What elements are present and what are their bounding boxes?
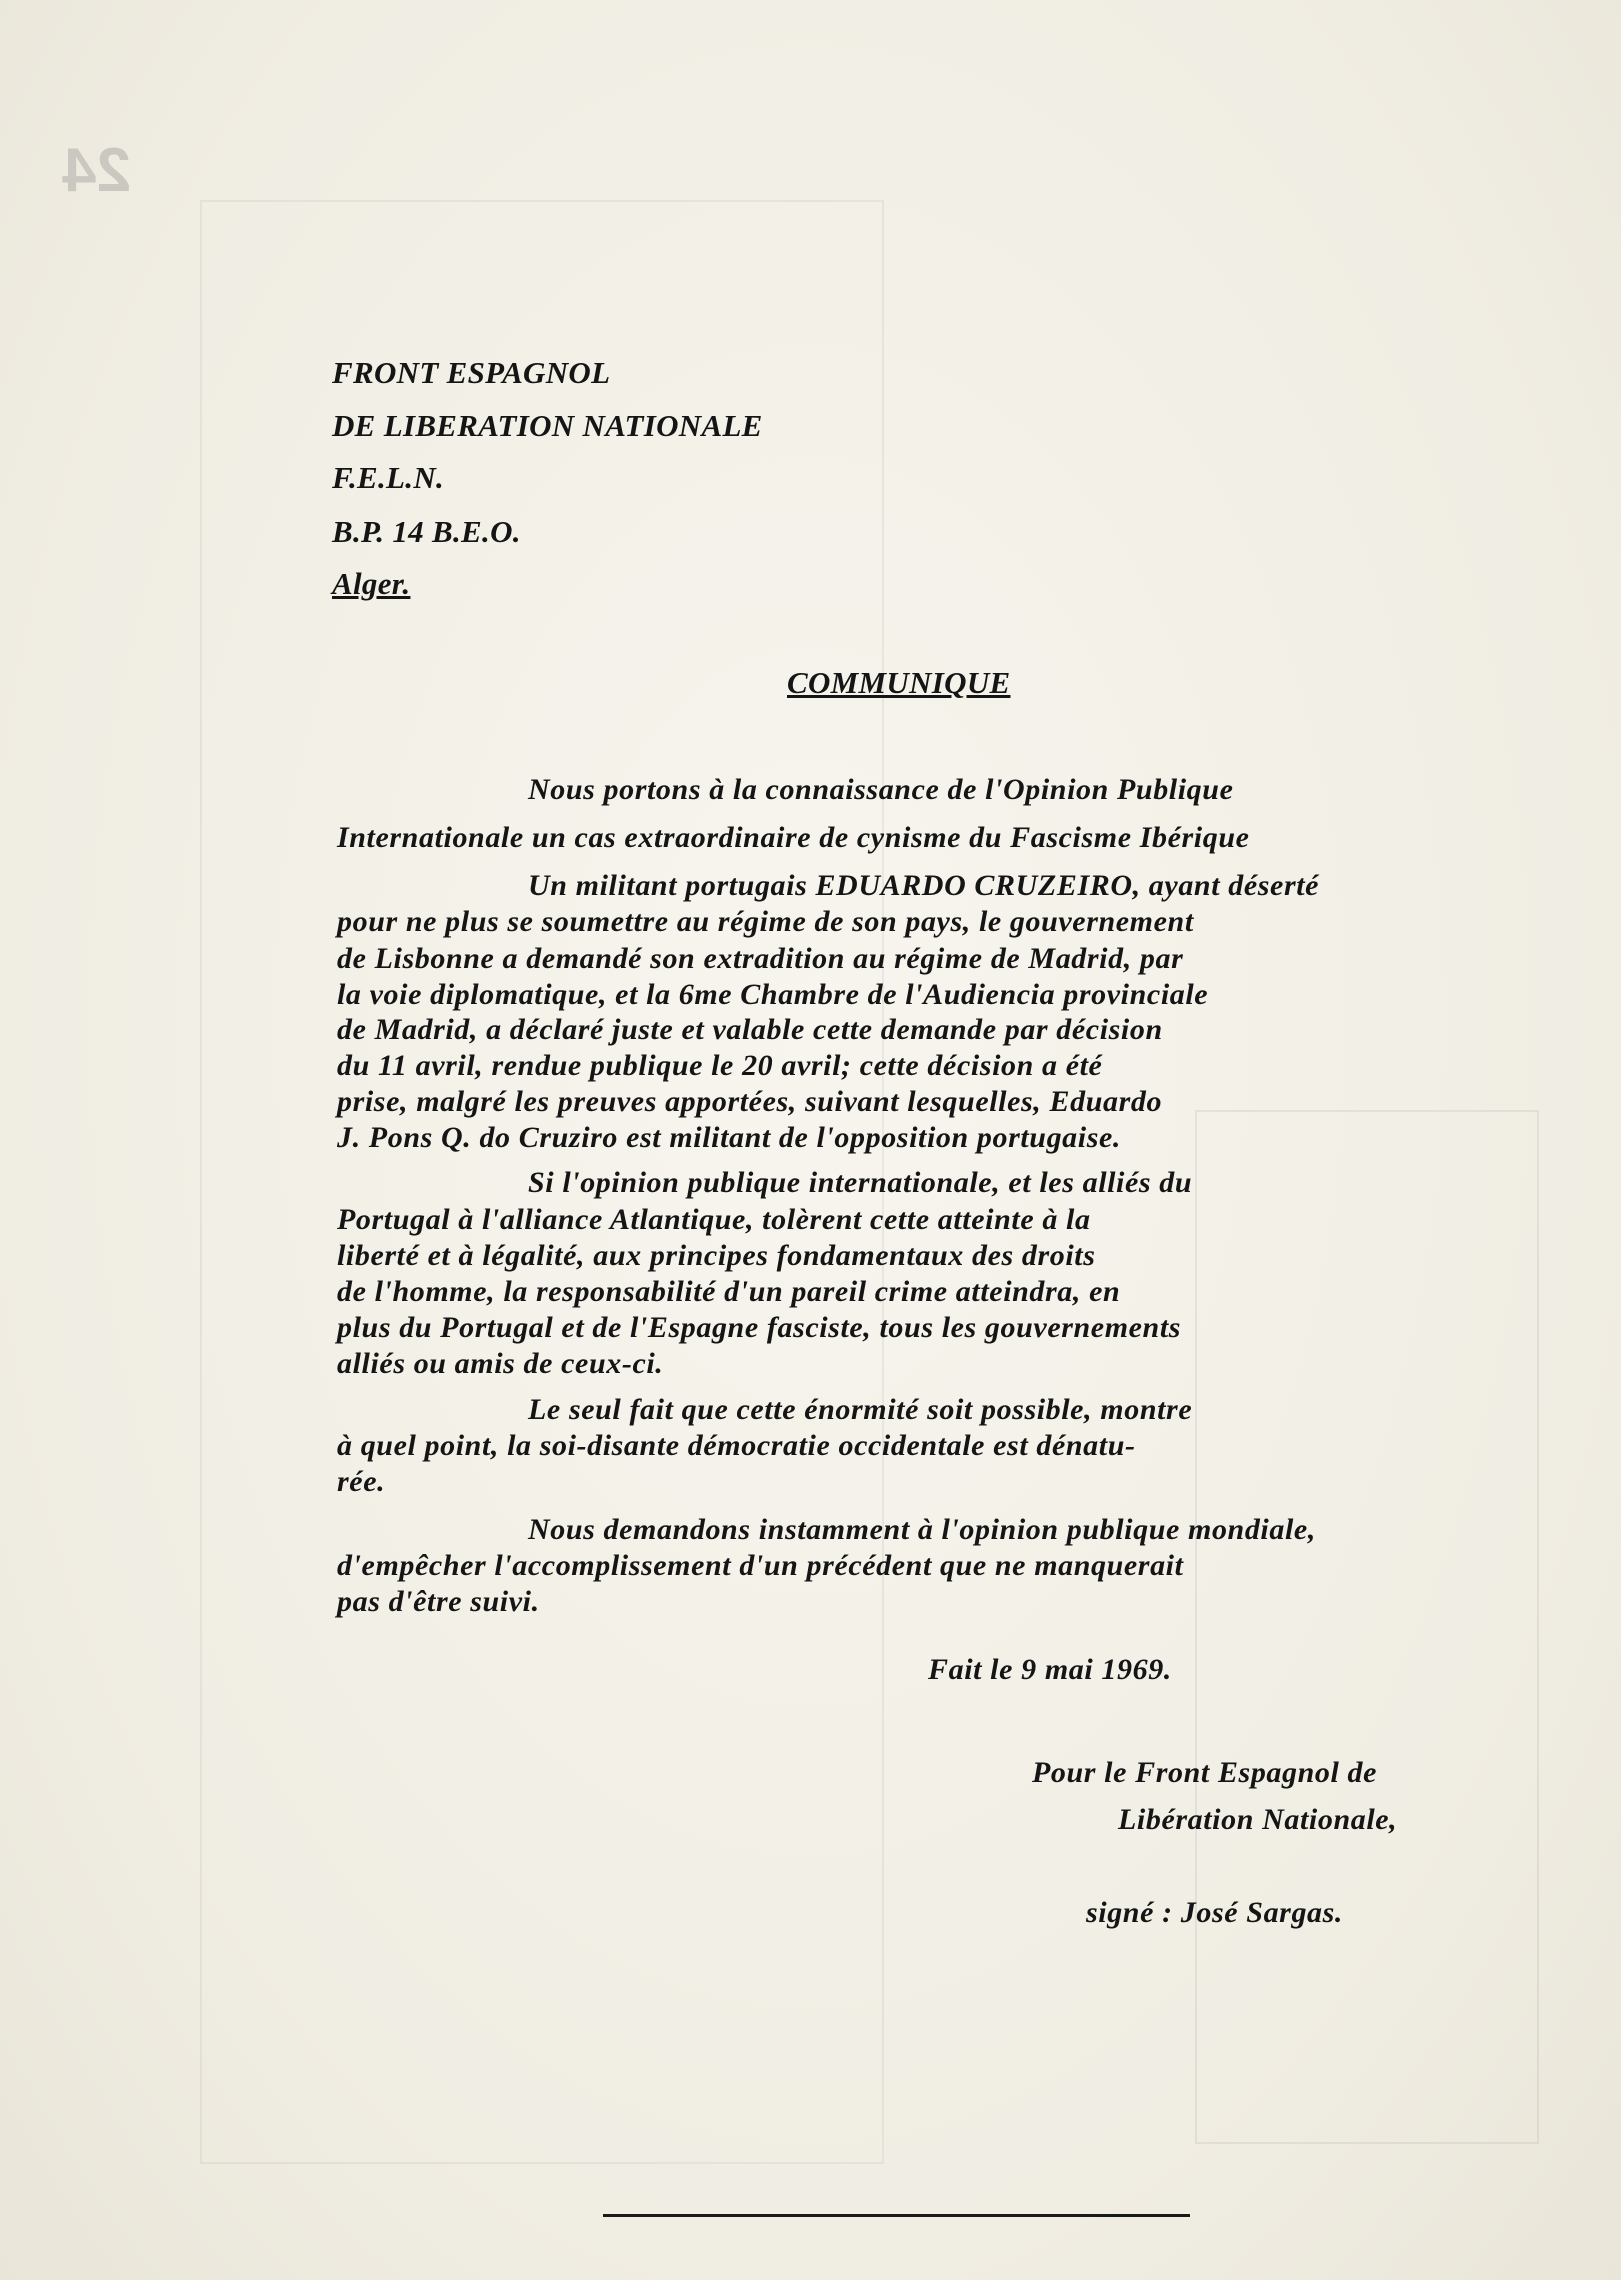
header-org-line-2: DE LIBERATION NATIONALE: [332, 408, 763, 443]
paragraph-3-line-5: plus du Portugal et de l'Espagne fasciste, tous les gouvernements: [337, 1311, 1182, 1344]
closing-line-2: Libération Nationale,: [1118, 1803, 1398, 1836]
closing-line-1: Pour le Front Espagnol de: [1032, 1756, 1378, 1789]
header-abbreviation: F.E.L.N.: [332, 460, 445, 495]
paragraph-3-line-1: Si l'opinion publique internationale, et les alliés du: [528, 1166, 1193, 1199]
bleed-through-column: [1195, 1110, 1539, 2144]
paragraph-2-line-2: pour ne plus se soumettre au régime de son pays, le gouvernement: [337, 905, 1194, 938]
paragraph-1-line-1: Nous portons à la connaissance de l'Opinion Publique: [528, 773, 1234, 806]
paragraph-3-line-3: liberté et à légalité, aux principes fondamentaux des droits: [337, 1239, 1096, 1272]
paragraph-3-line-2: Portugal à l'alliance Atlantique, tolèrent cette atteinte à la: [337, 1203, 1091, 1236]
paragraph-2-line-1: Un militant portugais EDUARDO CRUZEIRO, ayant déserté: [528, 869, 1320, 902]
header-org-line-1: FRONT ESPAGNOL: [332, 355, 611, 390]
bleed-through-page-number: 24: [62, 136, 131, 205]
paragraph-2-line-3: de Lisbonne a demandé son extradition au régime de Madrid, par: [337, 942, 1184, 975]
paragraph-1-line-2: Internationale un cas extraordinaire de cynisme du Fascisme Ibérique: [337, 821, 1250, 854]
document-title: COMMUNIQUE: [787, 665, 1011, 700]
paragraph-3-line-4: de l'homme, la responsabilité d'un pareil crime atteindra, en: [337, 1275, 1121, 1308]
header-city: Alger.: [332, 566, 411, 601]
paragraph-4-line-2: à quel point, la soi-disante démocratie occidentale est dénatu-: [337, 1429, 1136, 1462]
paragraph-2-line-8: J. Pons Q. do Cruziro est militant de l'opposition portugaise.: [337, 1121, 1121, 1154]
paragraph-5-line-1: Nous demandons instamment à l'opinion publique mondiale,: [528, 1513, 1316, 1546]
paragraph-2-line-7: prise, malgré les preuves apportées, suivant lesquelles, Eduardo: [337, 1085, 1163, 1118]
paragraph-3-line-6: alliés ou amis de ceux-ci.: [337, 1347, 664, 1380]
bottom-divider: [603, 2214, 1190, 2217]
paragraph-5-line-2: d'empêcher l'accomplissement d'un précédent que ne manquerait: [337, 1549, 1184, 1582]
signature-line: signé : José Sargas.: [1086, 1896, 1344, 1929]
paragraph-2-line-4: la voie diplomatique, et la 6me Chambre de l'Audiencia provinciale: [337, 978, 1209, 1011]
paragraph-2-line-5: de Madrid, a déclaré juste et valable cette demande par décision: [337, 1013, 1163, 1046]
paragraph-2-line-6: du 11 avril, rendue publique le 20 avril; cette décision a été: [337, 1049, 1103, 1082]
date-line: Fait le 9 mai 1969.: [928, 1653, 1172, 1686]
paragraph-5-line-3: pas d'être suivi.: [337, 1585, 540, 1618]
paragraph-4-line-3: rée.: [337, 1465, 386, 1498]
paragraph-4-line-1: Le seul fait que cette énormité soit possible, montre: [528, 1393, 1193, 1426]
header-postal-box: B.P. 14 B.E.O.: [332, 514, 521, 549]
